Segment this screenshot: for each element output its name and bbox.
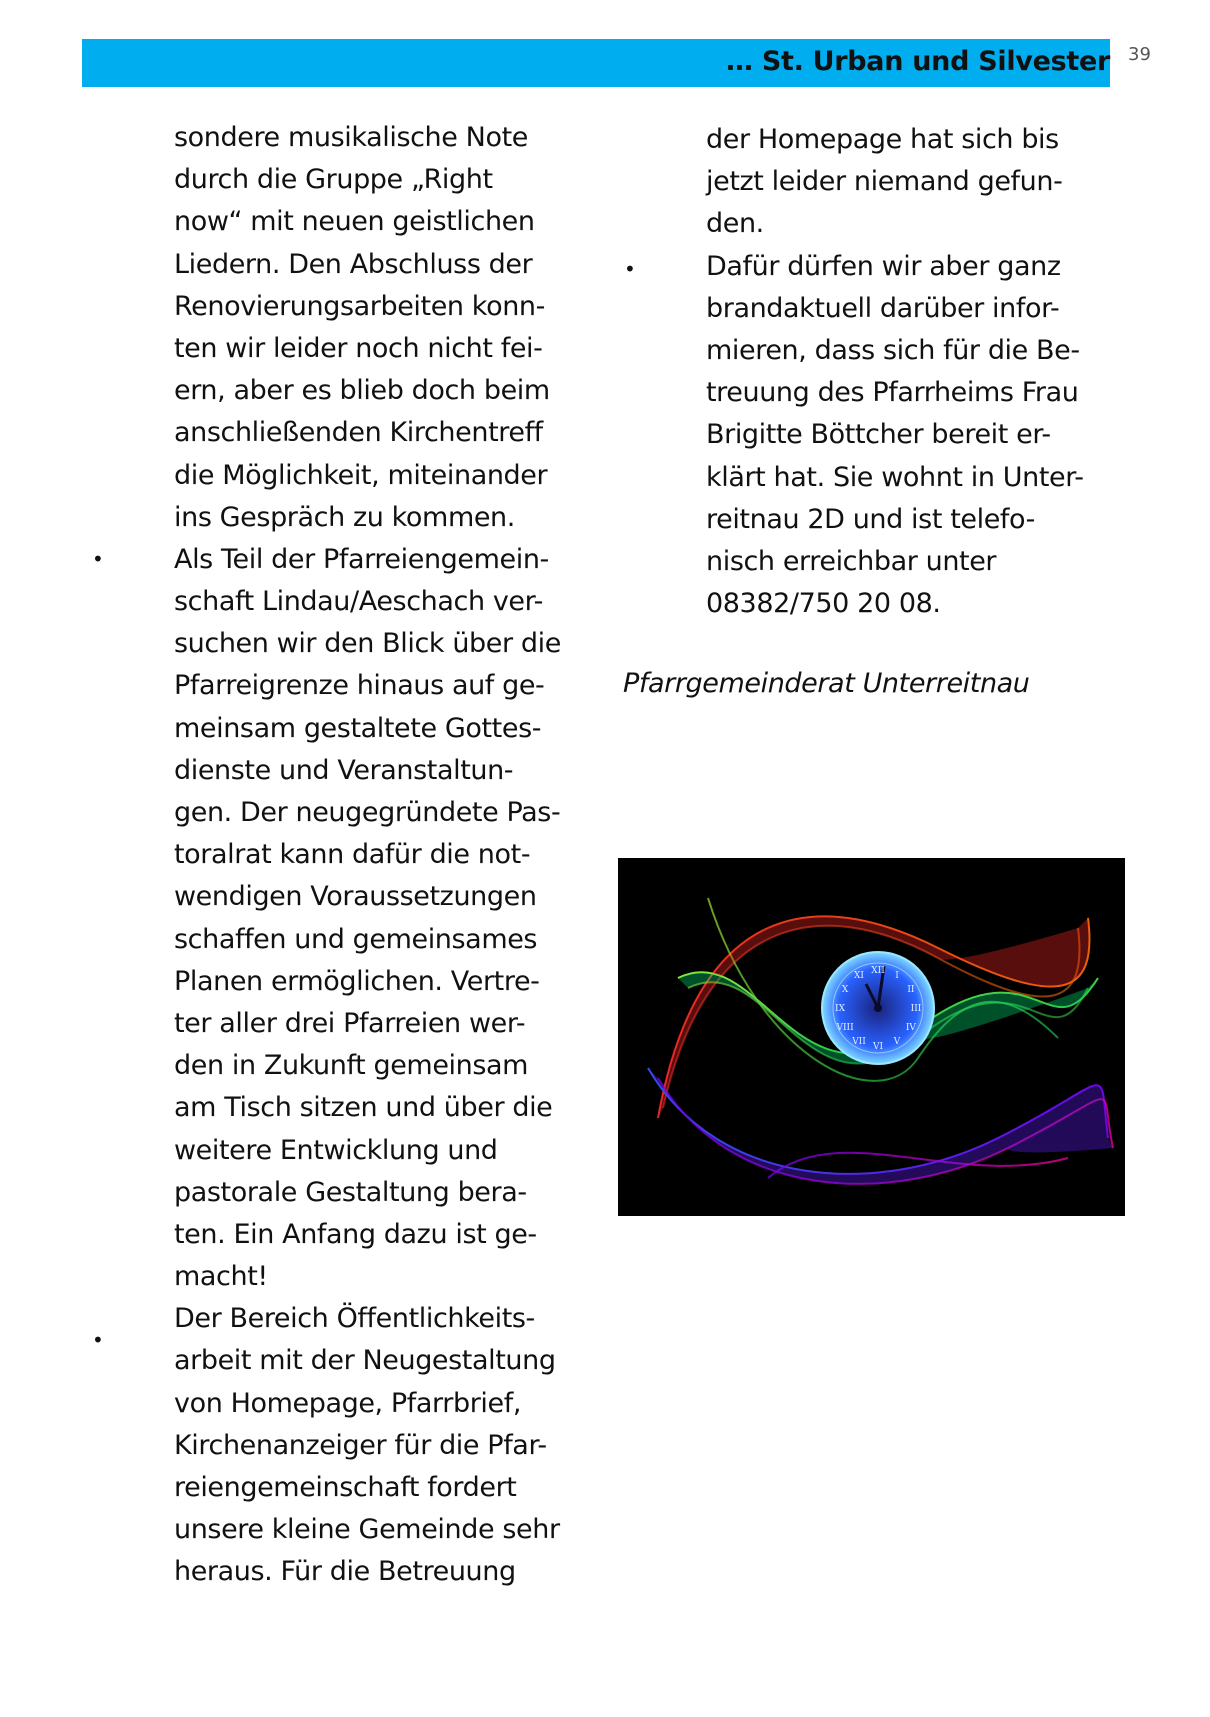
text-line: gen. Der neugegründete Pas- [174, 797, 561, 828]
text-line: heraus. Für die Betreuung [174, 1556, 516, 1588]
text-line: meinsam gestaltete Gottes- [174, 712, 542, 744]
text-line: now“ mit neuen geistlichen [174, 206, 535, 238]
page-number: 39 [1128, 44, 1151, 65]
text-line: arbeit mit der Neugestaltung [174, 1345, 556, 1377]
text-line: pastorale Gestaltung bera- [174, 1176, 527, 1208]
text-line: ten wir leider noch nicht fei- [174, 332, 543, 364]
text-line: brandaktuell darüber infor- [706, 292, 1060, 324]
text-line: reiengemeinschaft fordert [174, 1472, 517, 1503]
text-line: unsere kleine Gemeinde sehr [174, 1514, 560, 1546]
text-line: Planen ermöglichen. Vertre- [174, 965, 540, 997]
clock-numeral: IX [835, 1004, 845, 1014]
running-header-title: … St. Urban und Silvester [726, 46, 1110, 77]
text-line: weitere Entwicklung und [174, 1134, 498, 1166]
text-line: Liedern. Den Abschluss der [174, 248, 533, 280]
clock-numeral: V [893, 1036, 901, 1047]
text-line: Als Teil der Pfarreiengemein- [174, 543, 549, 575]
text-line: dienste und Veranstaltun- [174, 754, 514, 786]
text-line: jetzt leider niemand gefun- [706, 166, 1063, 198]
text-line: toralrat kann dafür die not- [174, 839, 531, 871]
text-line: Kirchenanzeiger für die Pfar- [174, 1429, 547, 1461]
text-line: 08382/750 20 08. [706, 588, 941, 620]
artwork-image [618, 858, 1125, 1216]
clock-numeral: II [907, 985, 915, 995]
bullet-icon: • [92, 547, 104, 571]
clock-numeral: X [841, 985, 849, 995]
text-line: mieren, dass sich für die Be- [706, 334, 1080, 366]
text-line: die Möglichkeit, miteinander [174, 459, 548, 491]
text-line: Renovierungsarbeiten konn- [174, 290, 545, 322]
text-line: anschließenden Kirchentreff [174, 417, 543, 449]
text-line: klärt hat. Sie wohnt in Unter- [706, 461, 1084, 493]
bullet-icon: • [92, 1328, 104, 1352]
text-line: am Tisch sitzen und über die [174, 1092, 553, 1124]
text-line: reitnau 2D und ist telefo- [706, 503, 1035, 535]
text-line: von Homepage, Pfarrbrief, [174, 1387, 522, 1419]
clock-numeral: VIII [836, 1023, 854, 1033]
rainbow-clock-illustration [618, 858, 1125, 1216]
clock-numeral: VII [852, 1036, 866, 1047]
clock-numeral: XI [854, 971, 864, 982]
text-line: wendigen Voraussetzungen [174, 881, 537, 913]
text-line: ins Gespräch zu kommen. [174, 501, 515, 533]
text-line: den in Zukunft gemeinsam [174, 1050, 529, 1082]
text-line: treuung des Pfarrheims Frau [706, 377, 1079, 409]
text-line: sondere musikalische Note [174, 122, 528, 153]
text-line: Pfarreigrenze hinaus auf ge- [174, 670, 545, 702]
text-line: ter aller drei Pfarreien wer- [174, 1007, 526, 1039]
header-bar [82, 39, 1110, 87]
signature: Pfarrgemeinderat Unterreitnau [623, 668, 1030, 699]
text-line: den. [706, 208, 764, 240]
text-line: der Homepage hat sich bis [706, 124, 1059, 155]
text-line: suchen wir den Blick über die [174, 628, 561, 660]
text-line: macht! [174, 1261, 268, 1293]
text-line: ern, aber es blieb doch beim [174, 375, 550, 407]
clock-numeral: IV [905, 1023, 916, 1033]
clock-numeral: III [910, 1004, 922, 1014]
clock-numeral: VI [872, 1042, 884, 1052]
text-line: Brigitte Böttcher bereit er- [706, 419, 1051, 451]
text-line: ten. Ein Anfang dazu ist ge- [174, 1218, 537, 1250]
clock-numeral: I [895, 971, 899, 982]
text-line: schaffen und gemeinsames [174, 923, 538, 955]
text-line: durch die Gruppe „Right [174, 164, 493, 196]
clock-numeral: XII [871, 966, 885, 976]
bullet-icon: • [624, 257, 636, 281]
text-line: Der Bereich Öffentlichkeits- [174, 1303, 535, 1335]
text-line: schaft Lindau/Aeschach ver- [174, 586, 543, 618]
left-column [174, 117, 594, 1594]
text-line: Dafür dürfen wir aber ganz [706, 250, 1061, 282]
right-column [706, 119, 1126, 625]
text-line: nisch erreichbar unter [706, 545, 997, 577]
